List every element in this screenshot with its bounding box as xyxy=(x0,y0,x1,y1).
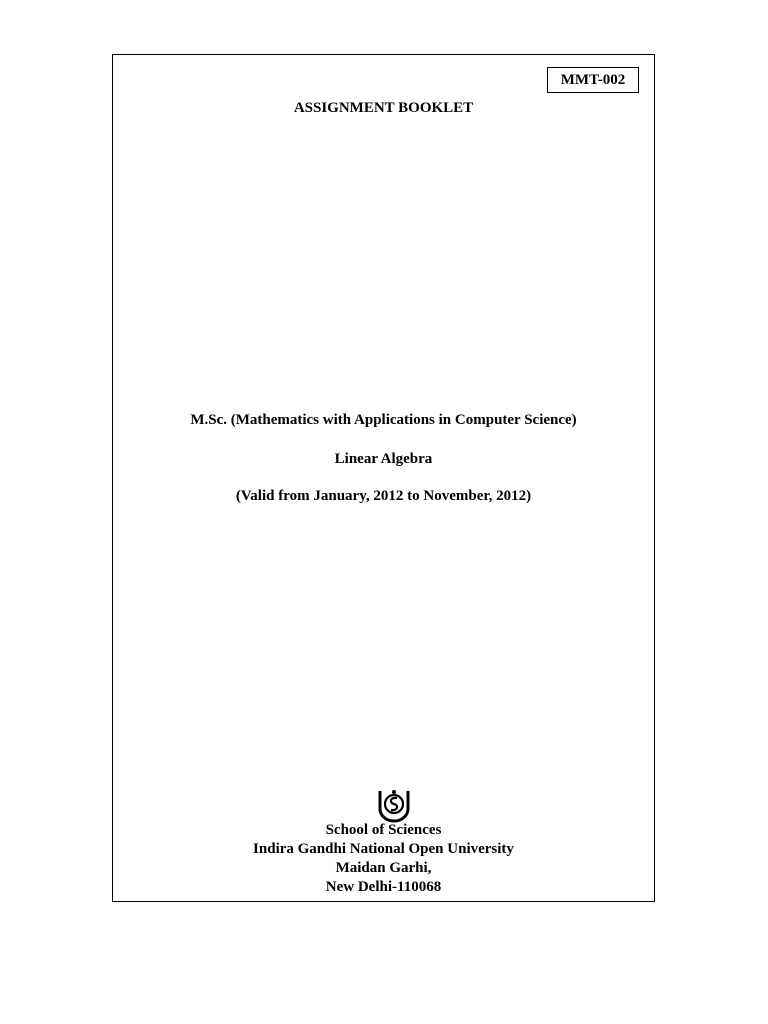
course-code-box: MMT-002 xyxy=(547,67,639,93)
programme-title: M.Sc. (Mathematics with Applications in Computer Science) xyxy=(190,412,577,428)
address-line-2: New Delhi-110068 xyxy=(325,879,442,895)
page-border xyxy=(112,54,655,902)
validity-text: (Valid from January, 2012 to November, 2012) xyxy=(235,488,532,504)
booklet-heading: ASSIGNMENT BOOKLET xyxy=(293,100,474,116)
university-name: Indira Gandhi National Open University xyxy=(253,841,514,857)
course-title: Linear Algebra xyxy=(334,451,433,467)
school-name: School of Sciences xyxy=(325,822,442,838)
address-line-1: Maidan Garhi, xyxy=(335,860,432,876)
ignou-logo-icon xyxy=(376,787,412,823)
